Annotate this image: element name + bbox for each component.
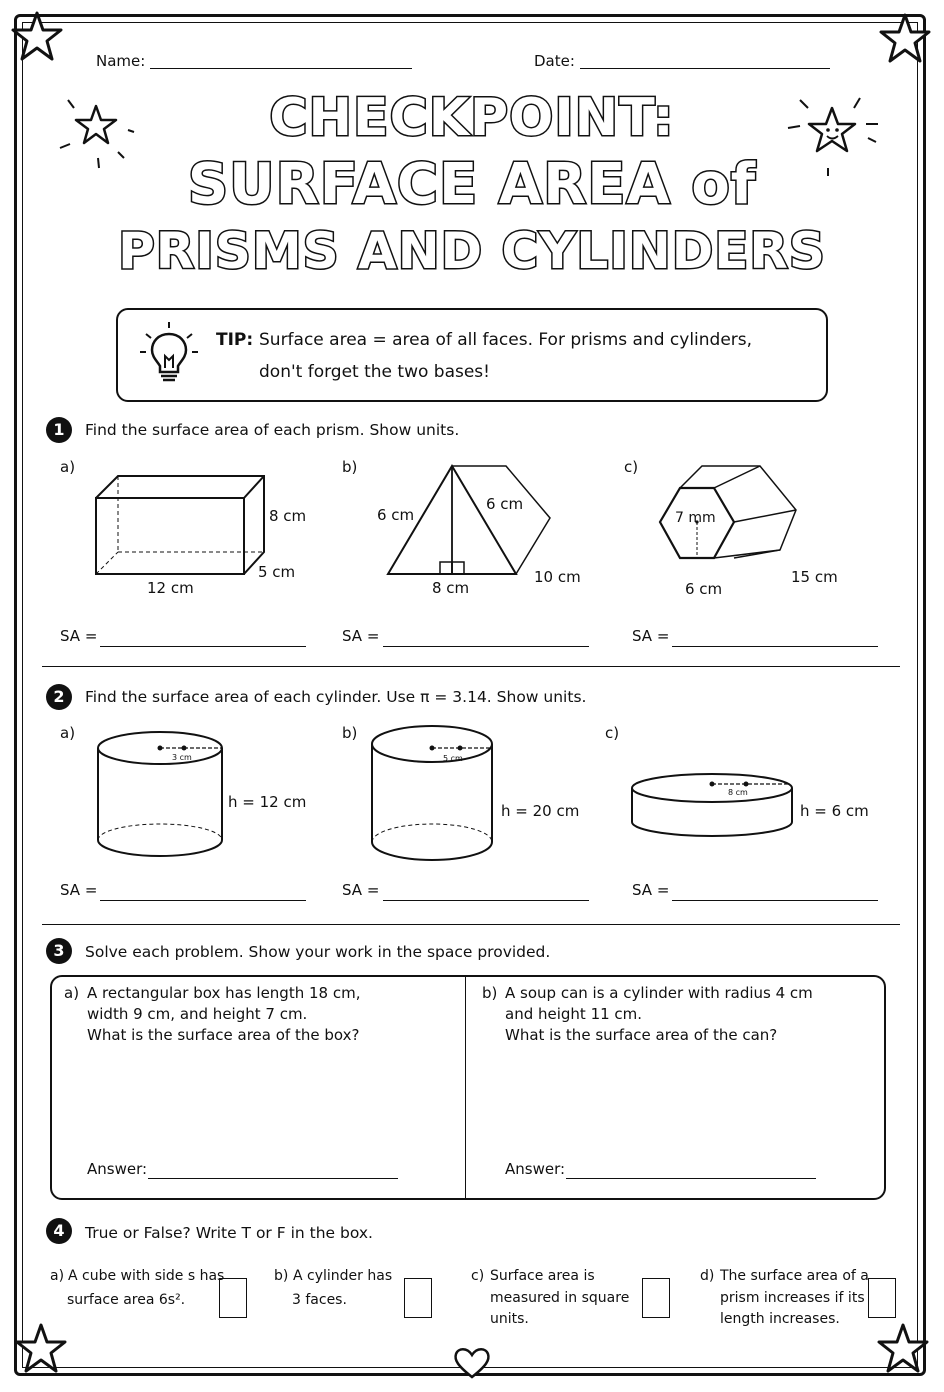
title-line-2: SURFACE AREA of [187,152,757,217]
sa-answer-field[interactable] [672,900,878,901]
tf-letter: d) [700,1268,715,1284]
title-line-3: PRISMS AND CYLINDERS [118,222,826,280]
tip-line-1: Surface area = area of all faces. For prisms and cylinders, [259,330,753,350]
problem-text: and height 11 cm. [505,1005,643,1023]
sa-answer-field[interactable] [672,646,878,647]
tf-statement: Surface area is [490,1268,595,1284]
problem-letter: a) [64,984,80,1002]
radius-label: 5 cm [443,754,463,763]
answer-label: Answer: [505,1160,566,1178]
item-letter: c) [605,724,620,742]
section-number-1: 1 [46,417,72,443]
heart-icon [452,1346,492,1380]
dimension-label: 8 cm [269,507,307,525]
cylinder-diagram [94,728,230,864]
tf-statement: units. [490,1311,529,1327]
date-label: Date: [534,52,575,70]
tf-answer-box[interactable] [642,1278,670,1318]
section-divider [42,666,900,667]
section3-instruction: Solve each problem. Show your work in the space provided. [85,943,551,961]
problem-text: width 9 cm, and height 7 cm. [87,1005,308,1023]
item-letter: c) [624,458,639,476]
section-number-2: 2 [46,684,72,710]
dimension-label: 6 cm [486,495,524,513]
item-letter: b) [342,724,358,742]
sa-answer-field[interactable] [383,900,589,901]
tf-answer-box[interactable] [219,1278,247,1318]
sa-answer-field[interactable] [100,900,306,901]
tf-statement: The surface area of a [720,1268,869,1284]
sa-answer-field[interactable] [100,646,306,647]
tf-statement: surface area 6s². [67,1292,186,1308]
radius-label: 3 cm [172,753,192,762]
tip-box [116,308,828,402]
tf-statement: A cylinder has [293,1268,393,1284]
tf-letter: b) [274,1268,289,1284]
dimension-label: 6 cm [377,506,415,524]
dimension-label: 10 cm [534,568,581,586]
star-icon [10,10,64,64]
problem-letter: b) [482,984,498,1002]
star-icon [14,1322,68,1376]
problem-text: A rectangular box has length 18 cm, [87,984,361,1002]
height-label: h = 20 cm [501,802,580,820]
answer-field[interactable] [148,1178,398,1179]
dimension-label: 7 mm [675,510,716,526]
problem-divider [465,976,466,1199]
name-field[interactable] [150,68,412,69]
answer-label: Answer: [87,1160,148,1178]
cylinder-diagram [366,722,498,866]
dimension-label: 12 cm [147,579,194,597]
dimension-label: 8 cm [432,579,470,597]
item-letter: a) [60,724,76,742]
section-number-4: 4 [46,1218,72,1244]
tip-line-2: don't forget the two bases! [259,362,490,382]
section1-instruction: Find the surface area of each prism. Show units. [85,421,460,439]
lightbulb-icon [138,320,200,390]
item-letter: b) [342,458,358,476]
radius-label: 8 cm [728,788,748,797]
tf-statement: prism increases if its [720,1290,865,1306]
tf-statement: A cube with side s has [68,1268,225,1284]
tf-answer-box[interactable] [868,1278,896,1318]
problem-text: What is the surface area of the can? [505,1026,778,1044]
tf-statement: measured in square [490,1290,630,1306]
tf-letter: a) [50,1268,65,1284]
dimension-label: 15 cm [791,568,838,586]
dimension-label: 6 cm [685,580,723,598]
tf-letter: c) [471,1268,485,1284]
problem-text: A soup can is a cylinder with radius 4 cm [505,984,813,1002]
answer-field[interactable] [566,1178,816,1179]
section2-instruction: Find the surface area of each cylinder. Use π = 3.14. Show units. [85,688,587,706]
date-field[interactable] [580,68,830,69]
star-icon [876,1322,930,1376]
section-number-3: 3 [46,938,72,964]
tf-statement: 3 faces. [292,1292,347,1308]
name-label: Name: [96,52,146,70]
tip-label: TIP: [216,330,254,350]
sa-label: SA = [342,881,380,899]
title-line-1: CHECKPOINT: [269,88,675,148]
dimension-label: 5 cm [258,563,296,581]
sa-label: SA = [342,627,380,645]
height-label: h = 12 cm [228,793,307,811]
sa-label: SA = [60,627,98,645]
section4-instruction: True or False? Write T or F in the box. [85,1224,373,1242]
sa-label: SA = [632,627,670,645]
sa-label: SA = [632,881,670,899]
problem-text: What is the surface area of the box? [87,1026,360,1044]
star-icon [878,12,932,66]
cylinder-diagram [628,770,798,842]
tf-answer-box[interactable] [404,1278,432,1318]
sa-answer-field[interactable] [383,646,589,647]
tf-statement: length increases. [720,1311,840,1327]
sa-label: SA = [60,881,98,899]
section-divider [42,924,900,925]
rectangular-prism-diagram [90,470,280,590]
item-letter: a) [60,458,76,476]
height-label: h = 6 cm [800,802,869,820]
